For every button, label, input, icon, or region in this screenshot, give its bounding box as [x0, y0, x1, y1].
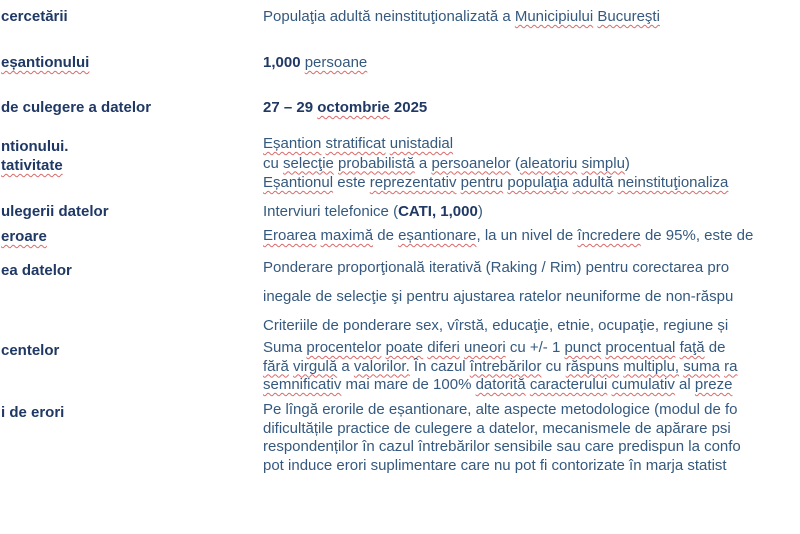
value-text: Suma	[263, 339, 307, 356]
misspelled-text: răspuns	[565, 357, 620, 375]
misspelled-text: probabilistă	[338, 154, 415, 172]
misspelled-text: simplu	[581, 154, 625, 172]
row-label	[1, 202, 109, 221]
row-label	[1, 403, 64, 422]
misspelled-text: octombrie	[317, 99, 390, 116]
misspelled-text: tativitate	[1, 157, 63, 174]
misspelled-text: faţă	[679, 339, 705, 356]
row-value	[263, 98, 427, 117]
row-label	[1, 98, 151, 117]
value-text: Populaţia adultă neinstituţionalizată a	[263, 8, 515, 25]
value-text: Criteriile de ponderare sex, vîrstă, educaţie, etnie, ocupaţie, regiune și	[263, 317, 733, 334]
row-label	[1, 261, 72, 280]
misspelled-text: uneori	[463, 339, 506, 356]
misspelled-text: suma	[683, 357, 720, 375]
value-text: Ponderare proporţională iterativă (Raking / Rim) pentru corectarea pro	[263, 259, 730, 276]
misspelled-text: stratificat	[325, 135, 386, 152]
value-text: cu +/- 1	[505, 339, 565, 356]
value-text: a	[337, 357, 354, 375]
value-text: cu	[541, 357, 566, 375]
row-value	[263, 202, 483, 221]
value-text: Interviuri telefonice (	[263, 203, 399, 220]
value-text: de	[373, 227, 399, 244]
misspelled-text: poate	[385, 339, 424, 356]
value-text: )	[624, 154, 630, 172]
value-text: 2025	[389, 99, 428, 116]
misspelled-text: încredere	[577, 227, 641, 244]
row-value	[263, 339, 737, 395]
misspelled-text: fără	[263, 357, 289, 375]
label-text: ulegerii datelor	[1, 203, 109, 220]
value-text: 27 – 29	[263, 99, 318, 116]
label-text: cercetării	[1, 8, 68, 25]
misspelled-text: semnificativ	[263, 376, 342, 393]
misspelled-text: caracterului	[529, 376, 608, 393]
misspelled-text: preze	[694, 376, 733, 393]
misspelled-text: ra	[724, 357, 738, 375]
value-text: Pe lîngă erorile de eșantionare, alte aspecte metodologice (modul de fo	[263, 401, 738, 418]
value-text: , la un nivel de	[476, 227, 578, 244]
value-text: a	[414, 154, 432, 172]
misspelled-text: Eșantion	[263, 135, 322, 152]
value-text: )	[477, 203, 483, 220]
misspelled-text: selecţie	[283, 154, 334, 172]
misspelled-text: valorilor.	[353, 357, 410, 375]
row-label	[1, 7, 68, 26]
row-value	[263, 401, 741, 475]
label-text: ntionului.	[1, 138, 69, 155]
label-text: i de erori	[1, 404, 65, 421]
row-value	[263, 259, 733, 346]
value-text: cu	[263, 154, 284, 172]
misspelled-text: eșantionului	[1, 54, 90, 71]
misspelled-text: unistadial	[389, 135, 454, 152]
row-value	[263, 7, 660, 26]
label-text: ea datelor	[1, 262, 72, 279]
row-label	[1, 137, 68, 175]
misspelled-text: reprezentativ	[369, 174, 457, 191]
row-value	[263, 226, 753, 245]
row-label	[1, 53, 89, 72]
value-text: este	[333, 174, 370, 191]
misspelled-text: persoane	[304, 54, 368, 71]
value-text: respondenților în cazul întrebărilor sensibile sau care predispun la confo	[263, 438, 741, 455]
misspelled-text: pentru	[460, 174, 504, 191]
misspelled-text: Bucureşti	[597, 8, 660, 25]
misspelled-text: virgulă	[293, 357, 338, 375]
value-text: (	[510, 154, 520, 172]
misspelled-text: aleatoriu	[519, 154, 578, 172]
row-label	[1, 227, 47, 246]
misspelled-text: procentelor	[306, 339, 382, 356]
row-value	[263, 53, 367, 72]
misspelled-text: punct	[564, 339, 602, 356]
row-label	[1, 341, 59, 360]
misspelled-text: eroare	[1, 228, 47, 245]
misspelled-text: procentual	[605, 339, 676, 356]
misspelled-text: întrebărilor	[469, 357, 542, 375]
misspelled-text: cumulativ	[611, 376, 675, 393]
value-text: dificultățile practice de culegere a datelor, mecanismele de apărare psi	[263, 419, 731, 437]
row-value	[263, 134, 728, 193]
value-text: al	[674, 376, 695, 393]
misspelled-text: persoanelor	[431, 154, 511, 172]
misspelled-text: Eroarea	[263, 227, 317, 244]
value-text: pot induce erori suplimentare care nu pot fi contorizate în marja statist	[263, 456, 727, 474]
misspelled-text: multiplu,	[623, 357, 680, 375]
value-text: CATI, 1,000	[398, 203, 478, 220]
misspelled-text: adultă	[572, 174, 614, 191]
misspelled-text: diferi	[427, 339, 460, 356]
misspelled-text: Eșantionul	[263, 174, 334, 191]
misspelled-text: populaţia	[507, 174, 569, 191]
misspelled-text: datorită	[475, 376, 526, 393]
misspelled-text: maximă	[320, 227, 374, 244]
misspelled-text: eșantionare	[398, 227, 477, 244]
misspelled-text: neinstituţionaliza	[617, 174, 729, 191]
misspelled-text: Municipiului	[514, 8, 594, 25]
value-text: inegale de selecţie şi pentru ajustarea ratelor neuniforme de non-răspu	[263, 288, 734, 305]
label-text: centelor	[1, 342, 60, 359]
value-text: de	[704, 339, 730, 356]
label-text: de culegere a datelor	[1, 99, 152, 116]
value-text: mai mare de 100%	[341, 376, 476, 393]
value-text: de 95%, este de	[640, 227, 754, 244]
value-text: 1,000	[263, 54, 301, 71]
value-text: În cazul	[409, 357, 470, 375]
